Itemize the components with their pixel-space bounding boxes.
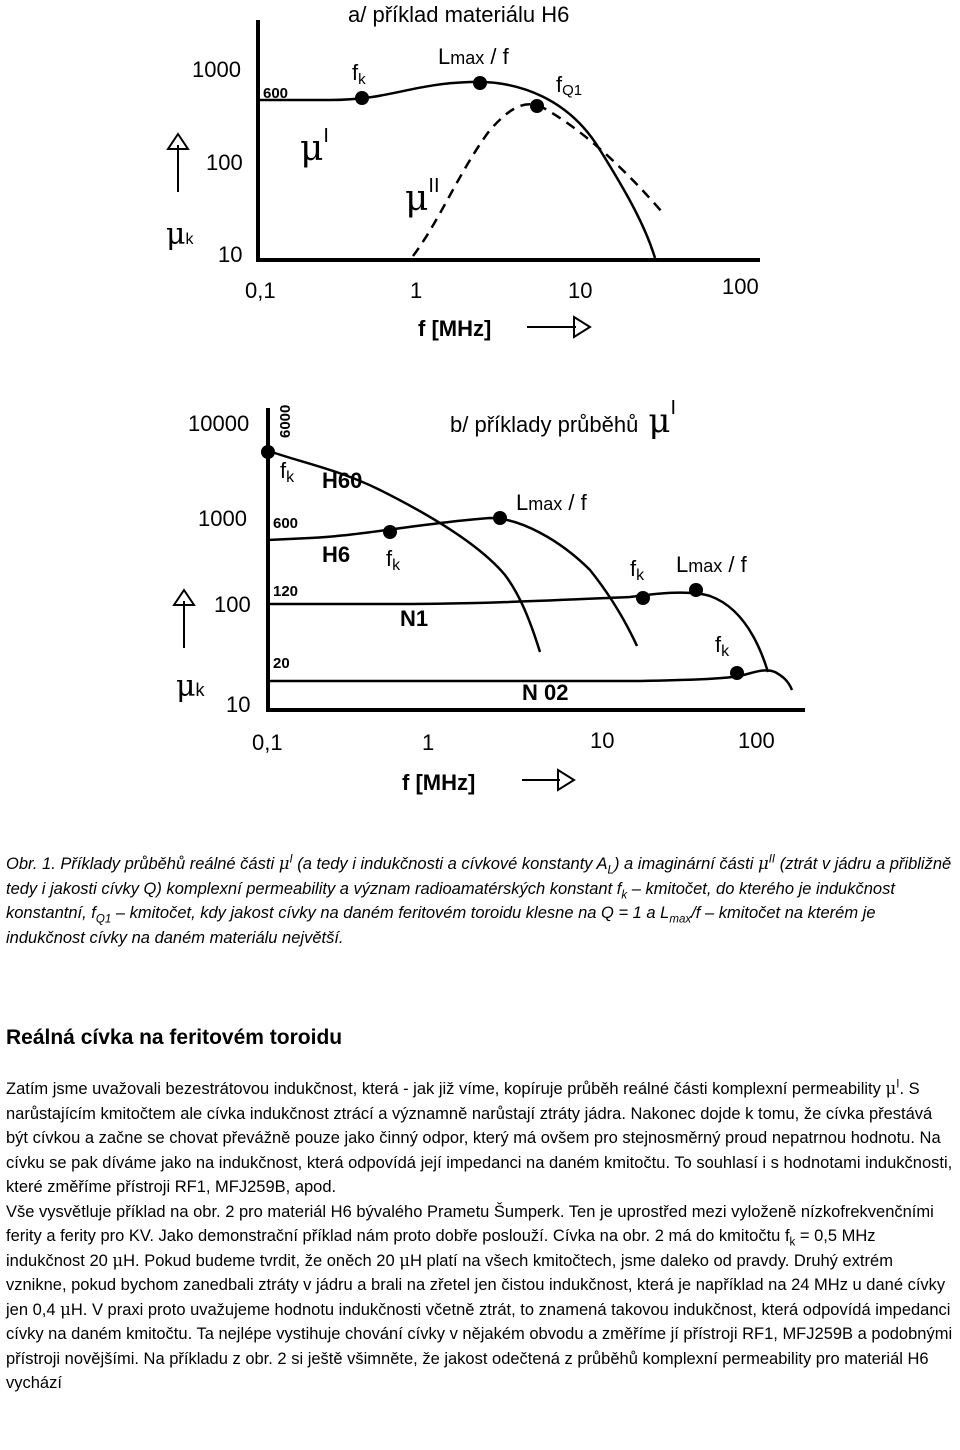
fk-annotation: fk xyxy=(386,546,401,574)
series-mu-I-curve xyxy=(258,82,655,258)
section-heading: Reálná cívka na feritovém toroidu xyxy=(6,1026,343,1049)
x-tick-label: 1 xyxy=(422,730,435,755)
mu-symbol: μ xyxy=(757,854,769,873)
lmax-annotation: Lmax / f xyxy=(676,552,747,577)
y-tick-label: 1000 xyxy=(192,57,241,82)
h60-label: H60 xyxy=(322,468,363,493)
paragraph-text: Vše vysvětluje příklad na obr. 2 pro materiál H6 bývalého Prametu Šumperk. Ten je uprostřed mezi vyloženě nízkofrekvenčními ferity a ferity pro KV. Jako demonstrační příklad nám proto dobře poslouží. Cívka na obr. 2 má do kmitočtu f xyxy=(6,1202,934,1245)
subscript: max xyxy=(669,913,692,926)
paragraph-text: Zatím jsme uvažovali bezestrátovou indukčnost, která - jak již víme, kopíruje průběh reálné části komplexní permeability xyxy=(6,1080,886,1098)
mu-II-label: μII xyxy=(405,175,440,219)
caption-text: – kmitočet, kdy jakost cívky na daném feritovém toroidu klesne na Q = 1 a L xyxy=(111,904,670,922)
mu-symbol: μ xyxy=(885,1079,897,1098)
body-text xyxy=(6,1077,956,1396)
fk-point xyxy=(383,525,397,539)
mu-symbol: μ xyxy=(60,1299,71,1319)
lmax-point xyxy=(689,583,703,597)
superscript: I xyxy=(289,853,293,866)
paragraph-text: . S narůstajícím kmitočtem ale cívka indukčnost ztrácí a významně narůstají ztráty jádra. Nakonec dojde k tomu, že cívka přestává být cívkou a začne se chovat převážně pouze jako činný odpor, který má ovšem pro stejnosměrný proud nepatrnou hodnotu. Na cívku se pak díváme jako na indukčnost, která odpovídá její impedanci na daném kmitočtu. To souhlasí i s hodnotami indukčnosti, které změříme přístroji RF1, MFJ259B, apod. xyxy=(6,1080,953,1196)
fk-point xyxy=(355,91,369,105)
y-tick-label: 100 xyxy=(206,150,243,175)
x-axis-right-arrow xyxy=(522,770,574,790)
caption-text: – kmitočet, do kterého je indukčnost konstantní, f xyxy=(6,879,895,922)
lmax-point xyxy=(493,511,507,525)
mu-symbol: μ xyxy=(399,1250,410,1270)
paragraph-text: H. V praxi proto uvažujeme hodnotu indukčnosti včetně ztrát, to znamená takovou indukčnost, která odpovídá impedanci cívky na daném kmitočtu. Ta nejlépe vystihuje chování cívky v nějakém obvodu a změříme jí přístroji RF1, MFJ259B a podobnými přístroji novějšími. Na příkladu z obr. 2 si ještě všimněte, že jakost odečtená z průběhů komplexní permeability pro materiál H6 vychází xyxy=(6,1300,953,1392)
x-tick-label: 10 xyxy=(590,728,615,753)
x-tick-label: 0,1 xyxy=(252,730,283,755)
y-marker-label: 600 xyxy=(263,85,289,102)
subscript: L xyxy=(607,864,614,877)
mu-I-label: μI xyxy=(300,125,329,169)
lmax-annotation: Lmax / f xyxy=(438,44,509,69)
y-marker-label: 6000 xyxy=(277,404,294,438)
fk-point xyxy=(730,666,744,680)
figure-a xyxy=(166,2,760,341)
y-tick-label: 10 xyxy=(218,242,243,267)
fk-annotation: fk xyxy=(715,632,730,660)
series-mu-II-curve xyxy=(413,104,662,256)
x-tick-label: 10 xyxy=(568,278,593,303)
h6-label: H6 xyxy=(322,542,351,567)
x-tick-label: 100 xyxy=(722,274,759,299)
caption-text: ) a imaginární části xyxy=(613,855,758,873)
paragraph-text: H. Pokud budeme tvrdit, že oněch 20 xyxy=(123,1251,400,1270)
series-n1-curve xyxy=(268,593,768,672)
lmax-annotation: Lmax / f xyxy=(516,490,587,515)
subscript: k xyxy=(789,1236,796,1249)
figure-b xyxy=(174,397,805,795)
figure-b-title: b/ příklady průběhů μI xyxy=(450,397,677,441)
lmax-point xyxy=(473,76,487,90)
fk-point xyxy=(261,445,275,459)
subscript: Q1 xyxy=(95,913,112,926)
y-axis-up-arrow xyxy=(168,134,188,192)
y-axis-label: μk xyxy=(176,669,205,704)
fk-point xyxy=(636,591,650,605)
y-tick-label: 1000 xyxy=(198,506,247,531)
y-tick-label: 10 xyxy=(226,692,251,717)
n02-label: N 02 xyxy=(522,680,569,705)
n1-label: N1 xyxy=(400,606,429,631)
fq1-point xyxy=(530,99,544,113)
series-h6-curve xyxy=(268,518,637,646)
paragraph-text: = 0,5 MHz indukčnost 20 xyxy=(6,1227,876,1270)
y-tick-label: 100 xyxy=(214,592,251,617)
x-axis-label: f [MHz] xyxy=(402,770,476,795)
superscript: II xyxy=(768,853,776,866)
y-axis-up-arrow xyxy=(174,590,194,648)
y-marker-label: 120 xyxy=(273,583,299,600)
figure-a-title: a/ příklad materiálu H6 xyxy=(348,2,570,27)
caption-text: (ztrát v jádru a přibližně tedy i jakosti cívky Q) komplexní permeability a význam radioamatérských konstant f xyxy=(6,855,952,898)
subscript: k xyxy=(621,888,628,901)
y-axis-label: μk xyxy=(166,217,194,252)
x-axis-label: f [MHz] xyxy=(418,316,492,341)
paragraph-text: H platí na všech kmitočtech, jsme daleko od pravdy. Druhý extrém vznikne, pokud bychom zanedbali ztráty v jádru a brali na zřetel jen čistou indukčnost, která je například na 24 MHz u dané cívky jen 0,4 xyxy=(6,1251,946,1319)
y-marker-label: 600 xyxy=(273,515,299,532)
mu-symbol: μ xyxy=(112,1250,124,1270)
fk-annotation: fk xyxy=(280,458,295,486)
y-marker-label: 20 xyxy=(273,655,290,672)
x-tick-label: 1 xyxy=(410,278,423,303)
caption-text: Obr. 1. Příklady průběhů reálné části xyxy=(6,855,279,873)
fk-annotation: fk xyxy=(630,556,645,584)
fk-annotation: fk xyxy=(352,60,366,88)
caption-text: (a tedy i indukčnosti a cívkové konstanty A xyxy=(292,855,608,873)
x-tick-label: 100 xyxy=(738,728,775,753)
figure-caption xyxy=(6,852,956,950)
y-tick-label: 10000 xyxy=(188,411,250,436)
x-tick-label: 0,1 xyxy=(245,278,276,303)
x-axis-right-arrow xyxy=(527,317,590,337)
superscript: I xyxy=(896,1078,900,1091)
caption-text: /f – kmitočet na kterém je indukčnost cívky na daném materiálu největší. xyxy=(6,904,876,947)
fq1-annotation: fQ1 xyxy=(556,72,583,99)
mu-symbol: μ xyxy=(278,854,290,873)
